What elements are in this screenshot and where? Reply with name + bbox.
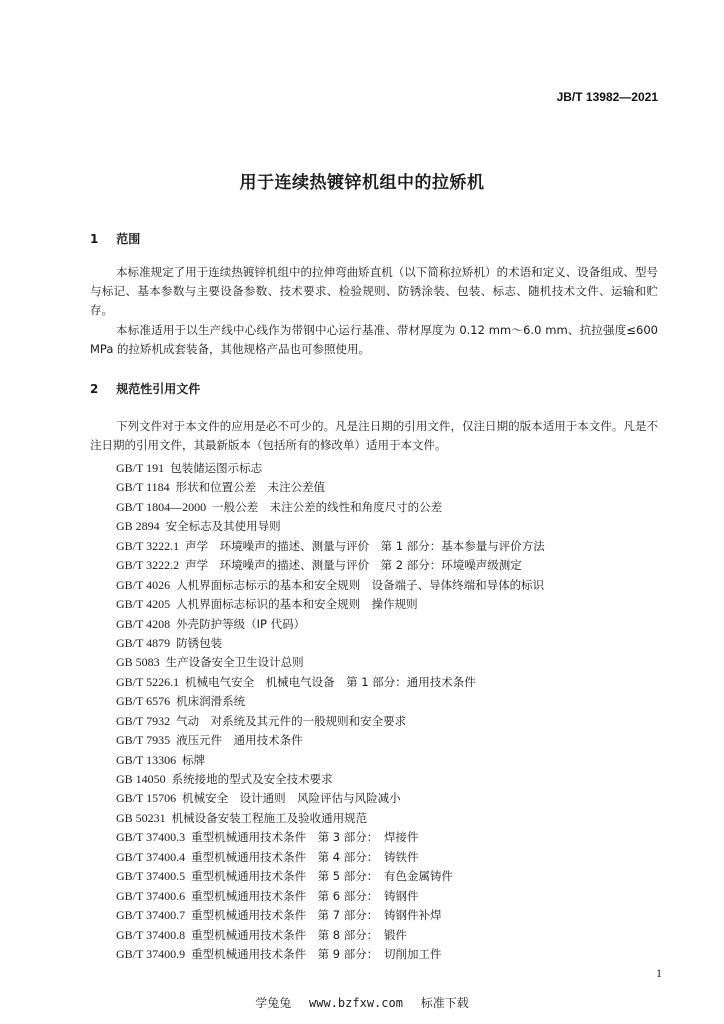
reference-item (116, 712, 545, 731)
reference-title: 重型机械通用技术条件 第 8 部分： 锻件 (191, 927, 408, 942)
watermark-url: www.bzfxw.com (309, 996, 403, 1010)
references-intro: 下列文件对于本文件的应用是必不可少的。凡是注日期的引用文件，仅注日期的版本适用于本文件。凡是不注日期的引用文件，其最新版本（包括所有的修改单）适用于本文件。 (90, 419, 658, 452)
reference-title: 重型机械通用技术条件 第 9 部分： 切削加工件 (191, 946, 442, 961)
reference-item (116, 945, 545, 964)
reference-code: GB/T 5226.1 (116, 674, 180, 689)
reference-item (116, 615, 545, 634)
reference-item (116, 556, 545, 575)
reference-code: GB/T 4026 (116, 577, 171, 592)
watermark (0, 994, 724, 1011)
scope-paragraph-2: 本标准适用于以生产线中心线作为带钢中心运行基准、带材厚度为 0.12 mm～6.0 mm、抗拉强度≤600 MPa 的拉矫机成套装备，其他规格产品也可参照使用。 (90, 323, 658, 356)
reference-code: GB/T 37400.8 (116, 927, 186, 942)
reference-item (116, 731, 545, 750)
reference-code: GB/T 37400.9 (116, 946, 186, 961)
reference-code: GB/T 3222.2 (116, 558, 180, 573)
reference-item (116, 867, 545, 886)
reference-title: 防锈包装 (176, 635, 223, 650)
reference-item (116, 887, 545, 906)
reference-item (116, 478, 545, 497)
reference-title: 系统接地的型式及安全技术要求 (171, 772, 333, 786)
section-1-number: 1 (90, 232, 99, 246)
reference-code: GB/T 4879 (116, 635, 171, 650)
reference-title: 人机界面标志标示的基本和安全规则 设备端子、导体终端和导体的标识 (176, 577, 545, 592)
reference-code: GB/T 191 (116, 461, 165, 475)
reference-title: 机床润滑系统 (176, 694, 246, 709)
reference-title: 外壳防护等级（IP 代码） (176, 616, 306, 631)
section-2-heading (90, 380, 200, 397)
reference-code: GB/T 37400.4 (116, 849, 186, 864)
reference-title: 重型机械通用技术条件 第 6 部分： 铸钢件 (191, 888, 419, 903)
reference-item (116, 926, 545, 945)
reference-item (116, 692, 545, 711)
reference-title: 人机界面标志标识的基本和安全规则 操作规则 (176, 597, 418, 612)
reference-item (116, 653, 545, 672)
reference-code: GB/T 4208 (116, 616, 171, 631)
reference-title: 重型机械通用技术条件 第 4 部分： 铸铁件 (191, 849, 419, 864)
reference-list (116, 459, 545, 964)
reference-code: GB 50231 (116, 810, 166, 825)
reference-code: GB/T 37400.5 (116, 869, 186, 884)
reference-title: 气动 对系统及其元件的一般规则和安全要求 (176, 713, 407, 728)
watermark-label: 标准下载 (420, 996, 469, 1010)
reference-code: GB/T 7935 (116, 733, 171, 748)
reference-item (116, 537, 545, 556)
reference-title: 形状和位置公差 未注公差值 (175, 480, 326, 495)
reference-code: GB/T 13306 (116, 752, 177, 767)
reference-item (116, 673, 545, 692)
reference-title: 机械安全 设计通则 风险评估与风险减小 (182, 791, 401, 806)
reference-code: GB/T 1804—2000 (116, 499, 207, 514)
reference-item (116, 634, 545, 653)
reference-title: 安全标志及其使用导则 (165, 519, 281, 534)
reference-title: 液压元件 通用技术条件 (176, 733, 303, 748)
reference-item (116, 517, 545, 536)
reference-title: 机械电气安全 机械电气设备 第 1 部分：通用技术条件 (185, 674, 476, 689)
reference-code: GB/T 4205 (116, 597, 171, 612)
reference-title: 一般公差 未注公差的线性和角度尺寸的公差 (212, 499, 443, 514)
section-1-title: 范围 (116, 232, 141, 246)
reference-code: GB/T 15706 (116, 791, 177, 806)
reference-code: GB 5083 (116, 655, 160, 670)
reference-title: 包装储运图示标志 (170, 461, 263, 475)
reference-code: GB/T 1184 (116, 480, 170, 495)
reference-code: GB/T 7932 (116, 713, 171, 728)
reference-item (116, 751, 545, 770)
standard-code: JB/T 13982—2021 (556, 90, 658, 104)
reference-code: GB/T 6576 (116, 694, 171, 709)
reference-item (116, 906, 545, 925)
section-1-heading (90, 230, 140, 247)
reference-item (116, 498, 545, 517)
page-number: 1 (656, 966, 662, 980)
reference-title: 重型机械通用技术条件 第 7 部分： 铸钢件补焊 (191, 908, 442, 923)
watermark-site-name: 学兔兔 (255, 996, 292, 1010)
reference-item (116, 576, 545, 595)
reference-item (116, 459, 545, 478)
reference-title: 生产设备安全卫生设计总则 (165, 655, 304, 670)
reference-title: 声学 环境噪声的描述、测量与评价 第 1 部分：基本参量与评价方法 (185, 538, 545, 553)
reference-code: GB 2894 (116, 519, 160, 534)
reference-code: GB/T 3222.1 (116, 538, 180, 553)
reference-title: 声学 环境噪声的描述、测量与评价 第 2 部分：环境噪声级测定 (185, 558, 522, 573)
reference-item (116, 770, 545, 789)
scope-paragraph-1: 本标准规定了用于连续热镀锌机组中的拉伸弯曲矫直机（以下简称拉矫机）的术语和定义、设备组成、型号与标记、基本参数与主要设备参数、技术要求、检验规则、防锈涂装、包装、标志、随机技术文件、运输和贮存。 (90, 265, 658, 317)
section-2-number: 2 (90, 382, 99, 396)
reference-item (116, 828, 545, 847)
reference-item (116, 809, 545, 828)
reference-code: GB/T 37400.6 (116, 888, 186, 903)
reference-title: 标牌 (182, 752, 206, 767)
reference-title: 机械设备安装工程施工及验收通用规范 (171, 810, 368, 825)
reference-code: GB 14050 (116, 772, 166, 786)
section-2-title: 规范性引用文件 (116, 382, 201, 396)
reference-item (116, 789, 545, 808)
reference-code: GB/T 37400.7 (116, 908, 186, 923)
reference-item (116, 595, 545, 614)
reference-code: GB/T 37400.3 (116, 830, 186, 845)
document-title: 用于连续热镀锌机组中的拉矫机 (239, 173, 485, 193)
reference-title: 重型机械通用技术条件 第 5 部分： 有色金属铸件 (191, 869, 453, 884)
reference-title: 重型机械通用技术条件 第 3 部分： 焊接件 (191, 830, 419, 845)
reference-item (116, 848, 545, 867)
